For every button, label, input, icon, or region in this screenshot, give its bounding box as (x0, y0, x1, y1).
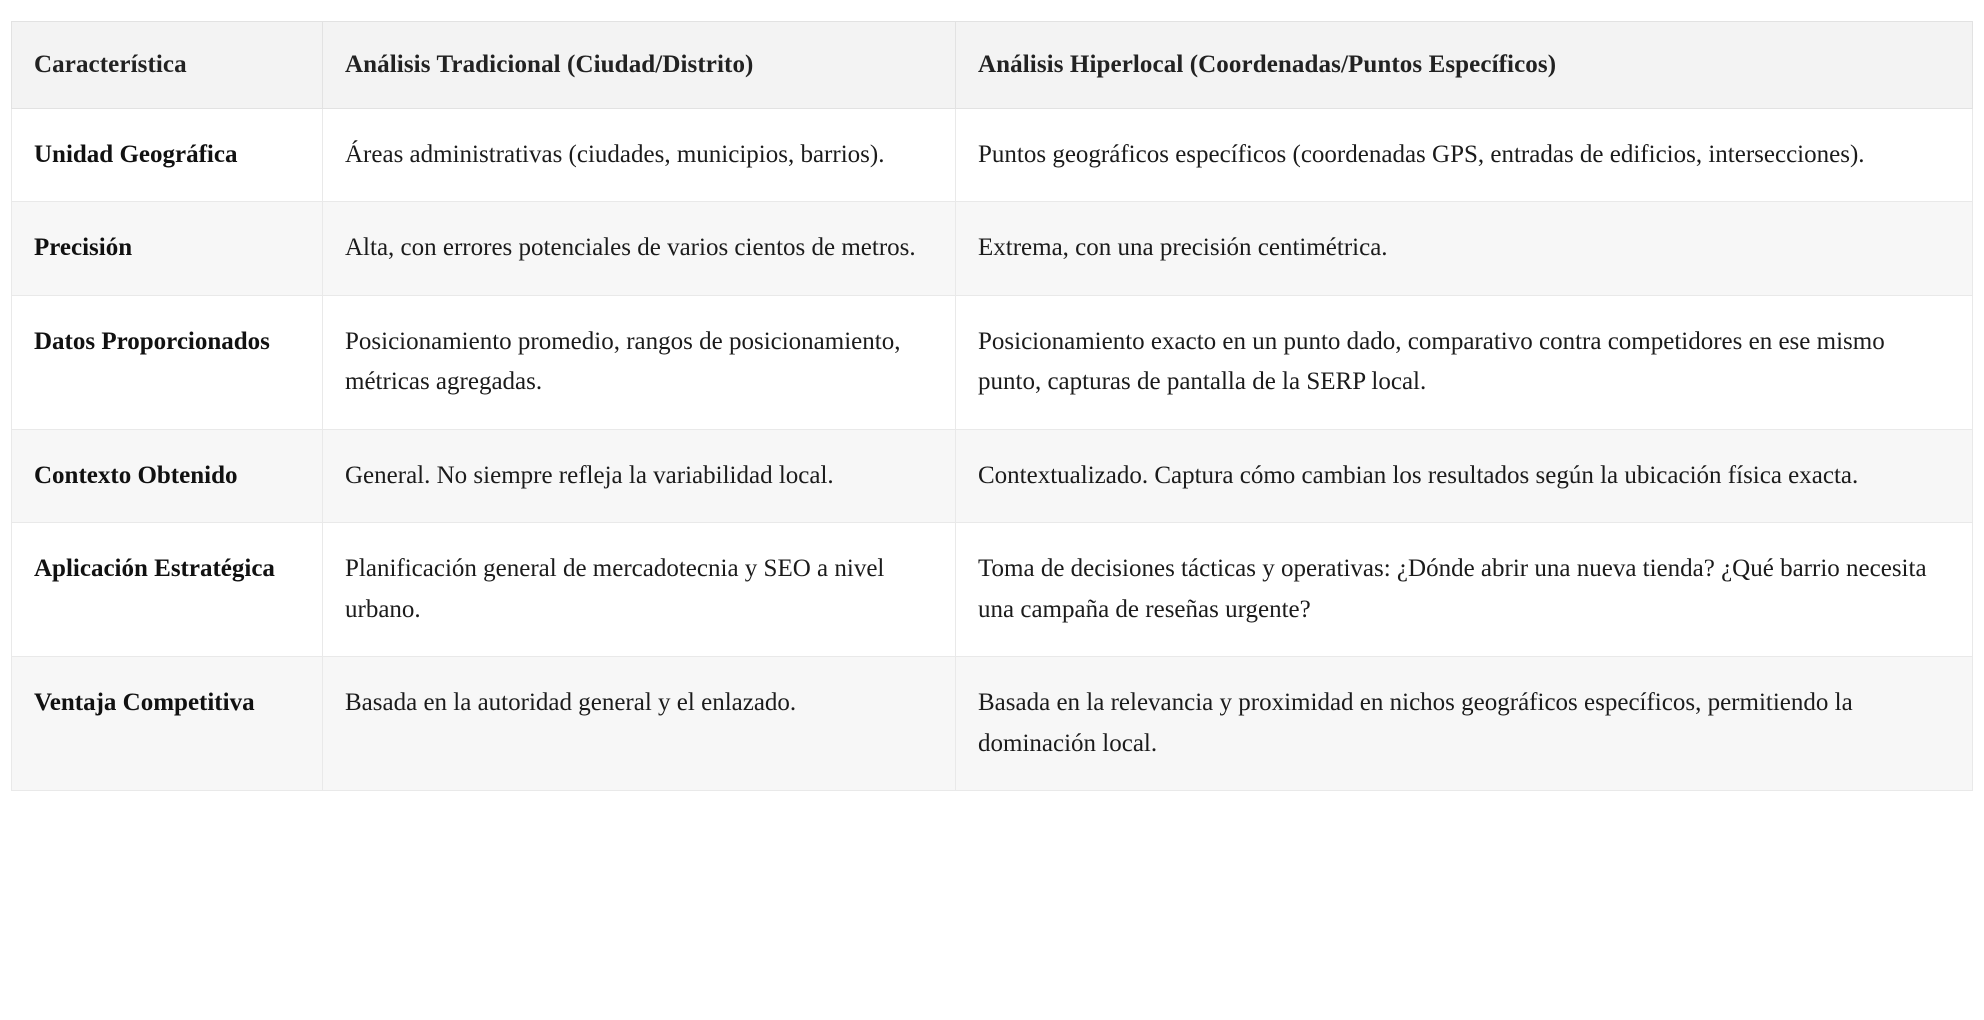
row-label-datos-proporcionados: Datos Proporcionados (12, 295, 323, 429)
table-body (12, 108, 1973, 791)
column-header-analisis-hiperlocal: Análisis Hiperlocal (Coordenadas/Puntos Específicos) (956, 22, 1973, 109)
cell-traditional-ventaja-competitiva: Basada en la autoridad general y el enlazado. (323, 657, 956, 791)
row-label-unidad-geografica: Unidad Geográfica (12, 108, 323, 202)
table-row (12, 202, 1973, 296)
column-header-analisis-tradicional: Análisis Tradicional (Ciudad/Distrito) (323, 22, 956, 109)
row-label-aplicacion-estrategica: Aplicación Estratégica (12, 523, 323, 657)
cell-hyperlocal-unidad-geografica: Puntos geográficos específicos (coordenadas GPS, entradas de edificios, intersecciones). (956, 108, 1973, 202)
cell-traditional-aplicacion-estrategica: Planificación general de mercadotecnia y SEO a nivel urbano. (323, 523, 956, 657)
comparison-table-container (11, 21, 1972, 791)
table-header (12, 22, 1973, 109)
cell-hyperlocal-ventaja-competitiva: Basada en la relevancia y proximidad en nichos geográficos específicos, permitiendo la dominación local. (956, 657, 1973, 791)
cell-hyperlocal-datos-proporcionados: Posicionamiento exacto en un punto dado, comparativo contra competidores en ese mismo punto, capturas de pantalla de la SERP local. (956, 295, 1973, 429)
row-label-ventaja-competitiva: Ventaja Competitiva (12, 657, 323, 791)
column-header-caracteristica: Característica (12, 22, 323, 109)
table-row (12, 429, 1973, 523)
table-row (12, 295, 1973, 429)
cell-traditional-unidad-geografica: Áreas administrativas (ciudades, municipios, barrios). (323, 108, 956, 202)
cell-traditional-contexto-obtenido: General. No siempre refleja la variabilidad local. (323, 429, 956, 523)
table-row (12, 657, 1973, 791)
table-row (12, 523, 1973, 657)
cell-hyperlocal-contexto-obtenido: Contextualizado. Captura cómo cambian los resultados según la ubicación física exacta. (956, 429, 1973, 523)
table-header-row (12, 22, 1973, 109)
cell-hyperlocal-precision: Extrema, con una precisión centimétrica. (956, 202, 1973, 296)
row-label-precision: Precisión (12, 202, 323, 296)
comparison-table (11, 21, 1973, 791)
table-row (12, 108, 1973, 202)
cell-traditional-precision: Alta, con errores potenciales de varios cientos de metros. (323, 202, 956, 296)
cell-traditional-datos-proporcionados: Posicionamiento promedio, rangos de posicionamiento, métricas agregadas. (323, 295, 956, 429)
cell-hyperlocal-aplicacion-estrategica: Toma de decisiones tácticas y operativas: ¿Dónde abrir una nueva tienda? ¿Qué barrio necesita una campaña de reseñas urgente? (956, 523, 1973, 657)
row-label-contexto-obtenido: Contexto Obtenido (12, 429, 323, 523)
